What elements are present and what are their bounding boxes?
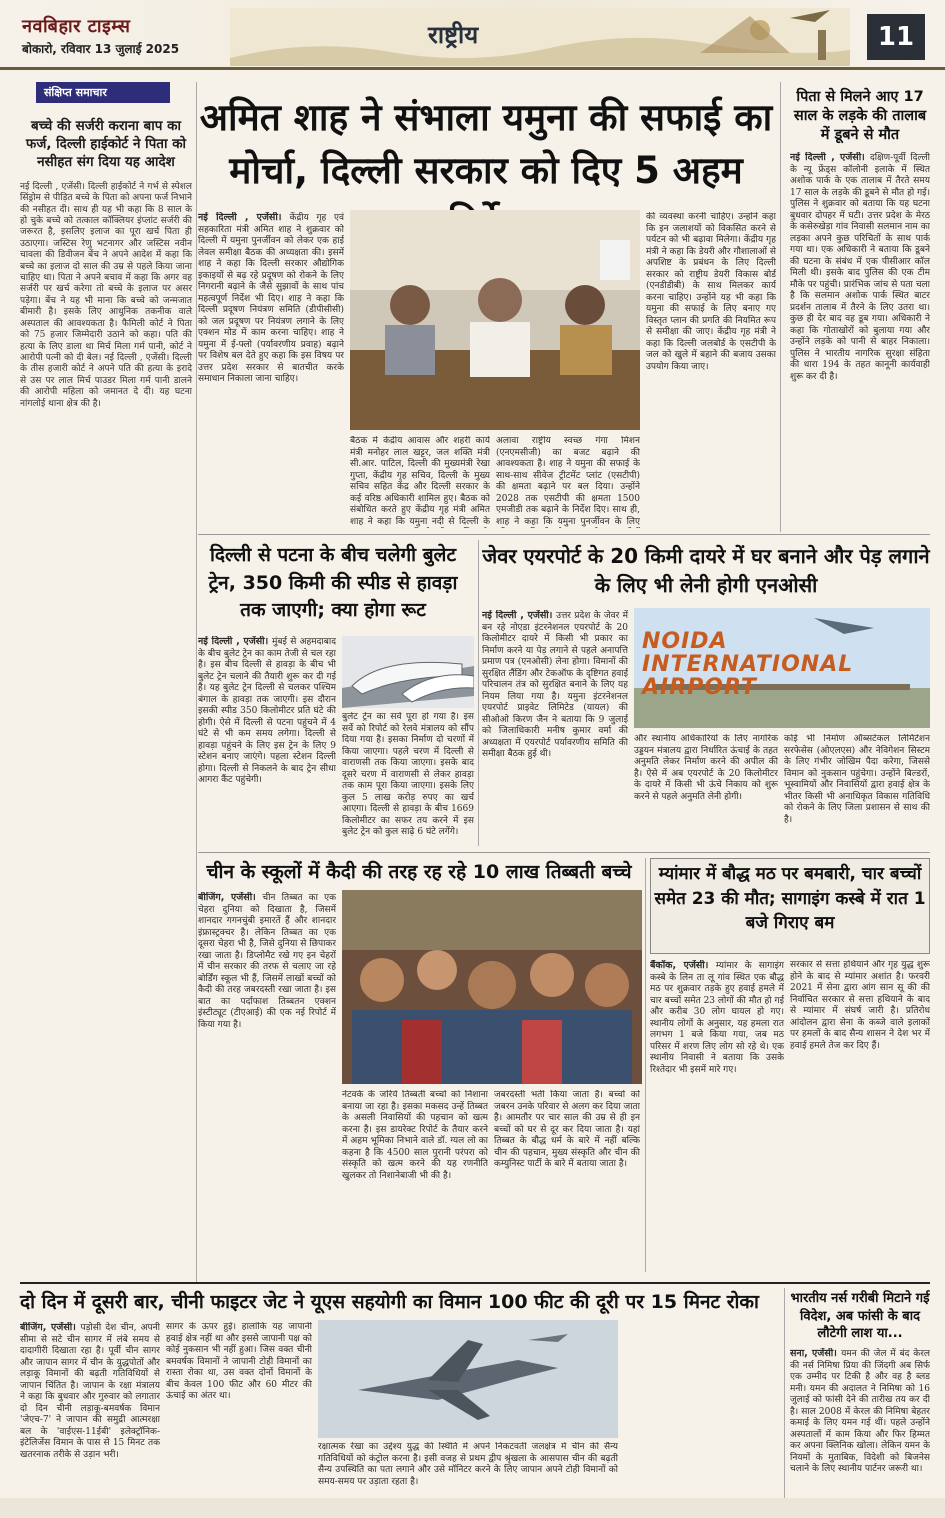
page-number: 11: [867, 14, 925, 60]
tibet-headline: चीन के स्कूलों में कैदी की तरह रह रहे 10 लाख तिब्बती बच्चे: [206, 861, 632, 883]
train-story-col-1: नई दिल्ली , एजेंसी। मुंबई से अहमदाबाद के बीच बुलेट ट्रेन का काम तेजी से चल रहा है। इस बीच दिल्ली से हावड़ा के बीच भी बुलेट ट्रेन चलाने की तैयारी शुरू कर दी गई है। यह बुलेट ट्रेन दिल्ली से चलकर पश्चिम बंगाल के हावड़ा तक जाएगी। इस दौरान इसकी स्पीड 350 किलोमीटर प्रति घंटे की होगी। ऐसे में दिल्ली से पटना पहुंचने में 4 घंटे से भी कम समय लगेगा। दिल्ली से हावड़ा पहुंचने के लिए इस ट्रेन के लिए 9 स्टेशन बनाए जाएंगे। पहला स्टेशन दिल्ली होगा। दिल्ली से निकलने के बाद ट्रेन सीधा आगरा कैंट पहुंचेगी।: [198, 636, 336, 786]
lead-story-col-4: की व्यवस्था करनी चाहिए। उन्होंने कहा कि इन जलाशयों को विकसित करने से पर्यटन को भी बढ़ावा मिलेगा। केंद्रीय गृह मंत्री ने कहा कि डेयरी और गौशालाओं से अपशिष्ट के प्रबंधन के लिए दिल्ली सरकार को राष्ट्रीय डेयरी विकास बोर्ड (एनडीडीबी) के साथ मिलकर कार्य करना चाहिए। उन्होंने यह भी कहा कि यमुना की सफाई के लिए बनाए गए विस्तृत प्लान की प्रगति की नियमित रूप से समीक्षा की जाए। केंद्रीय गृह मंत्री ने कहा कि दिल्ली जलबोर्ड के एसटीपी के जल को खुले में बहाने की बजाय उसका उपयोग किया जाए।: [646, 212, 776, 372]
jewar-story-col-3: कोई भी निर्माण ऑब्सटेकल लिमिटेशन सरफेसेस (ओएलएस) और नेविगेशन सिस्टम के लिए गंभीर जोखिम पैदा करेगा, जिससे विमान को नुकसान पहुंचेगा। उन्होंने बिल्डरों, भूस्वामियों और निवासियों द्वारा हवाई क्षेत्र के भीतर किसी भी अनाधिकृत विकास गतिविधि को रोकने के लिए जिला प्रशासन से साथ की है।: [784, 734, 930, 825]
jewar-story-col-1: नई दिल्ली , एजेंसी। उत्तर प्रदेश के जेवर में बन रहे नोएडा इंटरनेशनल एयरपोर्ट के 20 किलोमीटर दायरे में किसी भी प्रकार का निर्माण करने या पेड़ लगाने से पहले अनापत्ति प्रमाण पत्र (एनओसी) लेना होगा। विमानों की सुरक्षित लैंडिंग और टेकऑफ के दृष्टिगत हवाई परिचालन तंत्र को सुरक्षित बनाने के लिए यह नियम लिया गया है। यमुना इंटरनेशनल एयरपोर्ट प्राइवेट लिमिटेड (यायल) की सीओओ किरण जैन ने बताया कि 9 जुलाई को जिलाधिकारी मनीष कुमार वर्मा की अध्यक्षता में एयरपोर्ट पर्यावरणीय समिति की समीक्षा बैठक हुई थी।: [482, 610, 628, 760]
fighter-jet-photo: [318, 1320, 618, 1438]
column-divider: [478, 540, 479, 846]
tibet-story-col-3: जबरदस्ती भर्ती किया जाता है। बच्चों को जबरन उनके परिवार से अलग कर दिया जाता है। आमतौर पर चार साल की उम्र से ही इन बच्चों को घर से दूर कर दिया जाता है। यहां तिब्बत के बौद्ध धर्म के बारे में नहीं बल्कि चीन की पहचान, मुख्य संस्कृति और चीन की कम्युनिस्ट पार्टी के बारे में बताया जाता है।: [494, 1090, 640, 1170]
myanmar-story-col-2: सरकार से सत्ता हथियाने और गृह युद्ध शुरू होने के बाद से म्यांमार अशांत है। फरवरी 2021 में सेना द्वारा आंग सान सू की की निर्वाचित सरकार से सत्ता हथियाने के बाद से म्यांमार में संघर्ष जारी है। प्रतिरोध आंदोलन द्वारा सेना के कब्जे वाले इलाकों पर हमलों के बाद सैन्य शासन ने देश भर में हवाई हमले तेज कर दिए हैं।: [790, 960, 930, 1051]
section-divider: [20, 1282, 930, 1284]
issue-date: बोकारो, रविवार 13 जुलाई 2025: [22, 42, 180, 56]
column-divider: [645, 858, 646, 1272]
jewar-headline: जेवर एयरपोर्ट के 20 किमी दायरे में घर बनाने और पेड़ लगाने के लिए भी लेनी होगी एनओसी: [482, 544, 930, 597]
section-divider: [198, 852, 930, 853]
lead-headline: अमित शाह ने संभाला यमुना की सफाई का मोर्चा, दिल्ली सरकार को दिए 5 अहम: [199, 96, 773, 192]
bullet-train-photo: [342, 636, 474, 708]
side-story-body: नई दिल्ली , एजेंसी। दक्षिण-पूर्वी दिल्ली के न्यू फ्रेंड्स कॉलोनी इलाके में स्थित अशोक पार्क के एक तालाब में तैरते समय 17 साल के लड़के की डूबने से मौत हो गई। पुलिस ने शुक्रवार को बताया कि यह घटना बुधवार दोपहर में घटी। उत्तर प्रदेश के मेरठ के कसेरुखेड़ा गांव निवासी सलमान नाम का लड़का अपने कुछ परिचितों के साथ पार्क गया था। एक अधिकारी ने बताया कि डूबने की घटना के संबंध में एक पीसीआर कॉल मिली थी। इसके बाद पुलिस की एक टीम मौके पर पहुंची। प्रारंभिक जांच से पता चला है कि सलमान अशोक पार्क स्थित बाटर प्रदर्शन तालाब में तैरने के लिए उतरा था। कुछ ही देर बाद वह डूब गया। अधिकारी ने कहा कि गोताखोरों को बुलाया गया और उन्होंने लड़के को पानी से बाहर निकाला। पुलिस ने भारतीय नागरिक सुरक्षा संहिता की धारा 194 के तहत कानूनी कार्यवाही शुरू कर दी है।: [790, 152, 930, 382]
side-headline: पिता से मिलने आए 17 साल के लड़के की तालाब में डूबने से मौत: [793, 89, 927, 143]
myanmar-headline: म्यांमार में बौद्ध मठ पर बमबारी, चार बच्चों समेत 23 की मौत; सागाइंग कस्बे में रात 1 बजे गिराए बम: [654, 864, 926, 934]
nurse-headline: भारतीय नर्स गरीबी मिटाने गई विदेश, अब फांसी के बाद लौटेगी लाश या...: [790, 1291, 930, 1342]
airport-photo: [634, 608, 930, 728]
china-jet-col-2: सागर के ऊपर हुई। हालांकि यह जापानी हवाई क्षेत्र नहीं था और इससे जापानी पक्ष को कोई नुकसान भी नहीं हुआ। जिस वक्त चीनी बमवर्षक विमानों ने जापानी टोही विमानों का रास्ता रोका था, उस वक्त दोनों विमानों के बीच केवल 100 फीट और 60 मीटर की ऊंचाई का अंतर था।: [166, 1322, 312, 1402]
brief-news-tag: संक्षिप्त समाचार: [36, 82, 170, 103]
train-headline: दिल्ली से पटना के बीच चलेगी बुलेट ट्रेन, 350 किमी की स्पीड से हावड़ा तक जाएगी; क्या होगा रूट: [208, 544, 458, 622]
column-divider: [196, 82, 197, 1282]
tibet-story-col-1: बीजिंग, एजेंसी। चीन तिब्बत का एक चेहरा दुनिया को दिखाता है, जिसमें शानदार गगनचुंबी इमारतें हैं और शानदार इंफ्रास्ट्रक्चर है। लेकिन तिब्बत का एक दूसरा चेहरा भी है, जिसे दुनिया से छिपाकर रखा जाता है। डिप्लोमैट रखे गए इन चेहरों में चीन सरकार की तरफ से चलाए जा रहे बोर्डिंग स्कूल भी हैं, जिसमें लाखों बच्चों को कैदी की तरह जबरदस्ती रखा जाता है। इस बात का पर्दाफाश तिब्बतन एक्शन इंस्टीट्यूट (टीएआई) की एक नई रिपोर्ट में किया गया है।: [198, 892, 336, 1030]
paper-name: नवबिहार टाइम्स: [22, 16, 131, 37]
tibetan-children-photo: [342, 890, 642, 1084]
china-jet-col-1: बीजिंग, एजेंसी। पड़ोसी देश चीन, अपनी सीमा से सटे चीन सागर में लंबे समय से दादागीरी दिखाता रहा है। पूर्वी चीन सागर और जापान सागर में चीन के युद्धपोतों और लड़ाकू विमानों की बढ़ती गतिविधियों से जापान चिंतित है। जापान के रक्षा मंत्रालय ने कहा कि बुधवार और गुरुवार को लगातार दो दिन चीनी लड़ाकू-बमवर्षक विमान 'जेएच-7' ने जापान की समुद्री आत्मरक्षा बल के 'वाईएस-11ईबी' इलेक्ट्रॉनिक-इंटेलिजेंस विमान के पास से 15 मिनट तक खतरनाक तरीके से उड़ान भरी।: [20, 1322, 160, 1460]
section-title: राष्ट्रीय: [428, 21, 479, 49]
tibet-story-col-2: नेटवर्क के जरिये तिब्बती बच्चों को निशाना बनाया जा रहा है। इसका मकसद उन्हें तिब्बत के असली निवासियों की पहचान को खत्म करना है। इस डायरेक्ट रिपोर्ट के तैयार करने में अहम भूमिका निभाने वाले डॉ. ग्यल लो का कहना है कि 4500 साल पुरानी परंपरा को संस्कृति को खत्म करने की यह रणनीति खुलकर तो निशानेबाजी भी की है।: [342, 1090, 488, 1181]
nurse-story-body: सना, एजेंसी। यमन की जेल में बंद केरल की नर्स निमिषा प्रिया की जिंदगी अब सिर्फ एक उम्मीद पर टिकी है और वह है ब्लड मनी। यमन की अदालत ने निमिषा को 16 जुलाई को फांसी देने की तारीख तय कर दी है। साल 2008 में केरल की निमिषा बेहतर कमाई के लिए यमन गई थीं। पहले उन्होंने अस्पतालों में काम किया और फिर हिम्मत कर अपना क्लिनिक खोला। लेकिन यमन के नियमों के मुताबिक, विदेशी को बिजनेस चलाने के लिए स्थानीय पार्टनर जरूरी था।: [790, 1348, 930, 1475]
column-divider: [780, 82, 781, 532]
lead-story-col-1: नई दिल्ली , एजेंसी। केंद्रीय गृह एवं सहकारिता मंत्री अमित शाह ने शुक्रवार को दिल्ली में यमुना पुनर्जीवन को लेकर एक हाई लेवल समीक्षा बैठक की अध्यक्षता की। इसमें शाह ने कहा कि दिल्ली सरकार औद्योगिक इकाइयों से बढ़ रहे प्रदूषण को रोकने के लिए निगरानी बढ़ाने के जैसे सुझावों के साथ पांच महत्वपूर्ण निर्देश भी दिए। शाह ने कहा कि दिल्ली प्रदूषण नियंत्रण समिति (डीपीसीसी) को जल प्रदूषण पर नियंत्रण लगाने के लिए एक्शन मोड में काम करना चाहिए। शाह ने यमुना में ई-फ्लो (पर्यावरणीय प्रवाह) बढ़ाने पर विशेष बल देते हुए कहा कि इस विषय पर उत्तर प्रदेश सरकार से बातचीत करके समाधान निकाला जाना चाहिए।: [198, 212, 344, 385]
column-divider: [784, 1288, 785, 1498]
china-jet-col-3: रक्षात्मक रेखा का उद्देश्य युद्ध की स्थिति में अपने निकटवर्ती जलक्षेत्र में चीन की सैन्य गतिविधियों को कंट्रोल करना है। इसी वजह से प्रथम द्वीप श्रृंखला के आसपास चीन की बढ़ती सैन्य उपस्थिति का पता लगाने और उसे मॉनिटर करने के लिए जापान अपने टोही विमानों को समय-समय पर उड़ाता रहता है।: [318, 1442, 618, 1487]
masthead-banner-art: [230, 8, 850, 66]
rail-headline: बच्चे की सर्जरी कराना बाप का फर्ज, दिल्ली हाईकोर्ट ने पिता को नसीहत संग दिया यह आदेश: [25, 118, 187, 171]
lead-story-col-2: बैठक में केंद्रीय आवास और शहरी कार्य मंत्री मनोहर लाल खट्टर, जल शक्ति मंत्री सी.आर. पाटिल, दिल्ली की मुख्यमंत्री रेखा गुप्ता, केंद्रीय गृह सचिव, दिल्ली के मुख्य सचिव सहित केंद्र और दिल्ली सरकार के कई वरिष्ठ अधिकारी शामिल हुए। बैठक को संबोधित करते हुए केंद्रीय गृह मंत्री अमित शाह ने कहा कि यमुना नदी से दिल्ली के: [350, 436, 490, 527]
jewar-story-col-2: और स्थानीय अधिकारियों के लिए नागरिक उड्डयन मंत्रालय द्वारा निर्धारित ऊंचाई के तहत अनुमति लेकर निर्माण करने की अपील की है। ऐसे में अब एयरपोर्ट के 20 किलोमीटर के दायरे में किसी भी ऊंचे निकाय को शुरू करने से पहले अनुमति लेनी होगी।: [634, 734, 778, 802]
lead-story-col-3: अलावा राष्ट्रीय स्वच्छ गंगा मिशन (एनएमसीजी) का बजट बढ़ाने की आवश्यकता है। शाह ने यमुना की सफाई के साथ-साथ सीवेज ट्रीटमेंट प्लांट (एसटीपी) की क्षमता बढ़ाने पर बल दिया। उन्होंने 2028 तक एसटीपी की क्षमता 1500 एमजीडी तक बढ़ाने के निर्देश दिए। साथ ही, शाह ने कहा कि यमुना पुनर्जीवन के लिए: [496, 436, 640, 527]
myanmar-story-col-1: बैंकॉक, एजेंसी। म्यांमार के सागाइंग कस्बे के लिन ता लू गांव स्थित एक बौद्ध मठ पर शुक्रवार तड़के हुए हवाई हमले में चार बच्चों समेत 23 लोगों की मौत हो गई और करीब 30 लोग घायल हो गए। स्थानीय लोगों के अनुसार, यह हमला रात लगभग 1 बजे किया गया, जब मठ परिसर में शरण लिए लोग सो रहे थे। एक स्थानीय निवासी ने बताया कि उसके रिश्तेदार भी इसमें मारे गए।: [650, 960, 784, 1075]
left-news-rail: [20, 82, 192, 1282]
airport-sign-text: NOIDA INTERNATIONAL AIRPORT: [642, 629, 854, 701]
masthead: [0, 0, 945, 70]
lead-photo-meeting: [350, 210, 640, 430]
footer-strip: [0, 1498, 945, 1518]
rail-body: नई दिल्ली , एजेंसी। दिल्ली हाईकोर्ट ने गर्भ से स्पेशल सिंड्रोम से पीड़ित बच्चे के पिता को अपना फर्ज निभाने की नसीहत दी। साथ ही यह भी कहा कि 8 साल के हो चुके बच्चे को तत्काल कॉक्लियर इंप्लांट सर्जरी की जरूरत है, इसलिए इलाज का पूरा खर्च पिता ही उठाएगा। जस्टिस रेणु भटनागर और जस्टिस नवीन चावला की डिवीजन बेंच ने अपने आदेश में कहा कि बच्चे का इलाज दो साल की उम्र से पहले किया जाना चाहिए था। पिता ने अपने बचाव में कहा कि अगर वह सर्जरी पर खर्च करेगा तो बच्चे के इलाज पर असर पड़ेगा। बेंच ने यह भी माना कि बच्चे को जन्मजात बीमारी है। इसके लिए आधुनिक तकनीक वाले अस्पताल की आवश्यकता है। फैमिली कोर्ट ने पिता को 75 हजार जिम्मेदारी उठाने को कहा। पति की हत्या के लिए डाला था मिर्च मिला गर्म पानी, कोर्ट ने आरोपी पत्नी को दी बेल। नई दिल्ली , एजेंसी। दिल्ली के तीस हजारी कोर्ट ने अपने पति की हत्या के इरादे से उस पर लाल मिर्च पाउडर मिला गर्म पानी डालने की आरोपी महिला को जमानत दे दी। यह घटना नांगलोई थाना क्षेत्र की है।: [20, 181, 192, 409]
section-divider: [198, 534, 930, 535]
train-story-col-2: बुलेट ट्रेन का सर्वे पूरा हो गया है। इस सर्वे को रिपोर्ट को रेलवे मंत्रालय को सौंप दिया गया है। इसका निर्माण दो चरणों में किया जाएगा। पहले चरण में दिल्ली से वाराणसी तक किया जाएगा। इसके बाद दूसरे चरण में वाराणसी से लेकर हावड़ा तक काम पूरा किया जाएगा। इसके लिए कुल 5 लाख करोड़ रुपए का खर्च आएगा। दिल्ली से हावड़ा के बीच 1669 किलोमीटर का सफर तय करने में इस बुलेट ट्रेन को कुल साढ़े 6 घंटे लगेंगे।: [342, 712, 474, 838]
china-jet-headline: दो दिन में दूसरी बार, चीनी फाइटर जेट ने यूएस सहयोगी का विमान 100 फीट की दूरी पर 15 मिनट रोका: [20, 1291, 759, 1313]
